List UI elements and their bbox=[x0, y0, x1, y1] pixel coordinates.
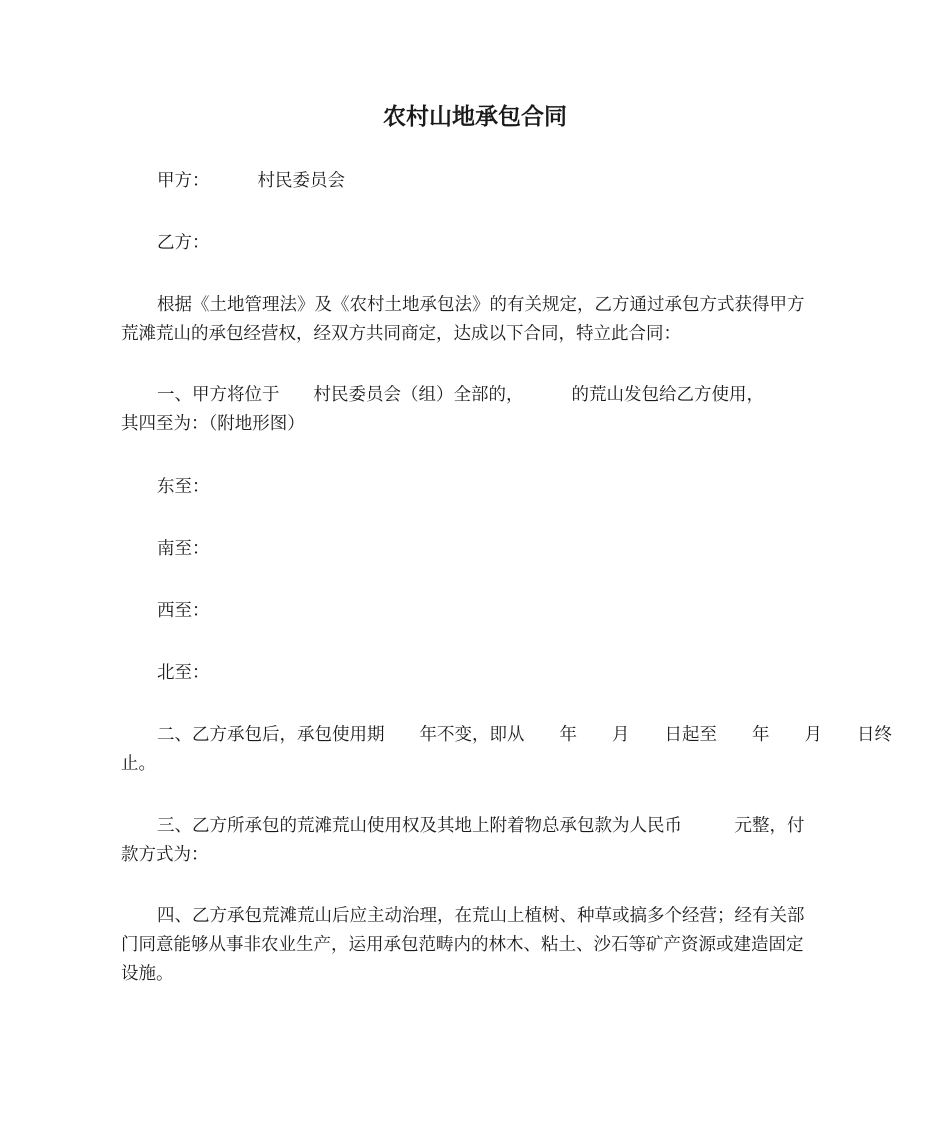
boundary-east: 东至： bbox=[157, 477, 210, 497]
clause-3-line-1: 三、乙方所承包的荒滩荒山使用权及其地上附着物总承包款为人民币 元整，付 bbox=[157, 816, 805, 836]
party-a-label: 甲方： bbox=[157, 171, 210, 191]
preamble-line-2: 荒滩荒山的承包经营权，经双方共同商定，达成以下合同，特立此合同： bbox=[121, 324, 681, 344]
clause-3-line-2: 款方式为： bbox=[121, 845, 209, 865]
party-a-value: 村民委员会 bbox=[257, 171, 345, 191]
clause-2-line-2: 止。 bbox=[121, 754, 156, 774]
party-b-line bbox=[157, 229, 210, 258]
clause-1-line-2: 其四至为：（附地形图） bbox=[121, 414, 305, 434]
clause-1-line-1 bbox=[121, 381, 833, 410]
clause-4-line-2: 门同意能够从事非农业生产，运用承包范畴内的林木、粘土、沙石等矿产资源或建造固定 bbox=[121, 935, 804, 955]
party-b-label: 乙方： bbox=[157, 233, 210, 253]
party-a-line bbox=[157, 167, 345, 196]
boundary-west: 西至： bbox=[157, 601, 210, 621]
preamble-line-1: 根据《土地管理法》及《农村土地承包法》的有关规定，乙方通过承包方式获得甲方 bbox=[157, 295, 805, 315]
preamble-paragraph bbox=[121, 291, 833, 349]
clause-1-part-3: 的荒山发包给乙方使用， bbox=[571, 385, 764, 405]
clause-4-paragraph bbox=[121, 902, 833, 989]
clause-1-part-1: 一、甲方将位于 bbox=[157, 385, 280, 405]
clause-1-paragraph bbox=[121, 381, 833, 439]
clause-2-line-1: 二、乙方承包后，承包使用期 年不变，即从 年 月 日起至 年 月 日终 bbox=[157, 725, 892, 745]
clause-3-paragraph bbox=[121, 812, 833, 870]
document-title: 农村山地承包合同 bbox=[383, 104, 567, 130]
boundary-south: 南至： bbox=[157, 539, 210, 559]
clause-2-paragraph bbox=[121, 721, 892, 779]
boundary-north: 北至： bbox=[157, 663, 210, 683]
clause-1-part-2: 村民委员会（组）全部的， bbox=[313, 385, 524, 405]
clause-4-line-1: 四、乙方承包荒滩荒山后应主动治理，在荒山上植树、种草或搞多个经营；经有关部 bbox=[157, 906, 805, 926]
clause-4-line-3: 设施。 bbox=[121, 964, 174, 984]
